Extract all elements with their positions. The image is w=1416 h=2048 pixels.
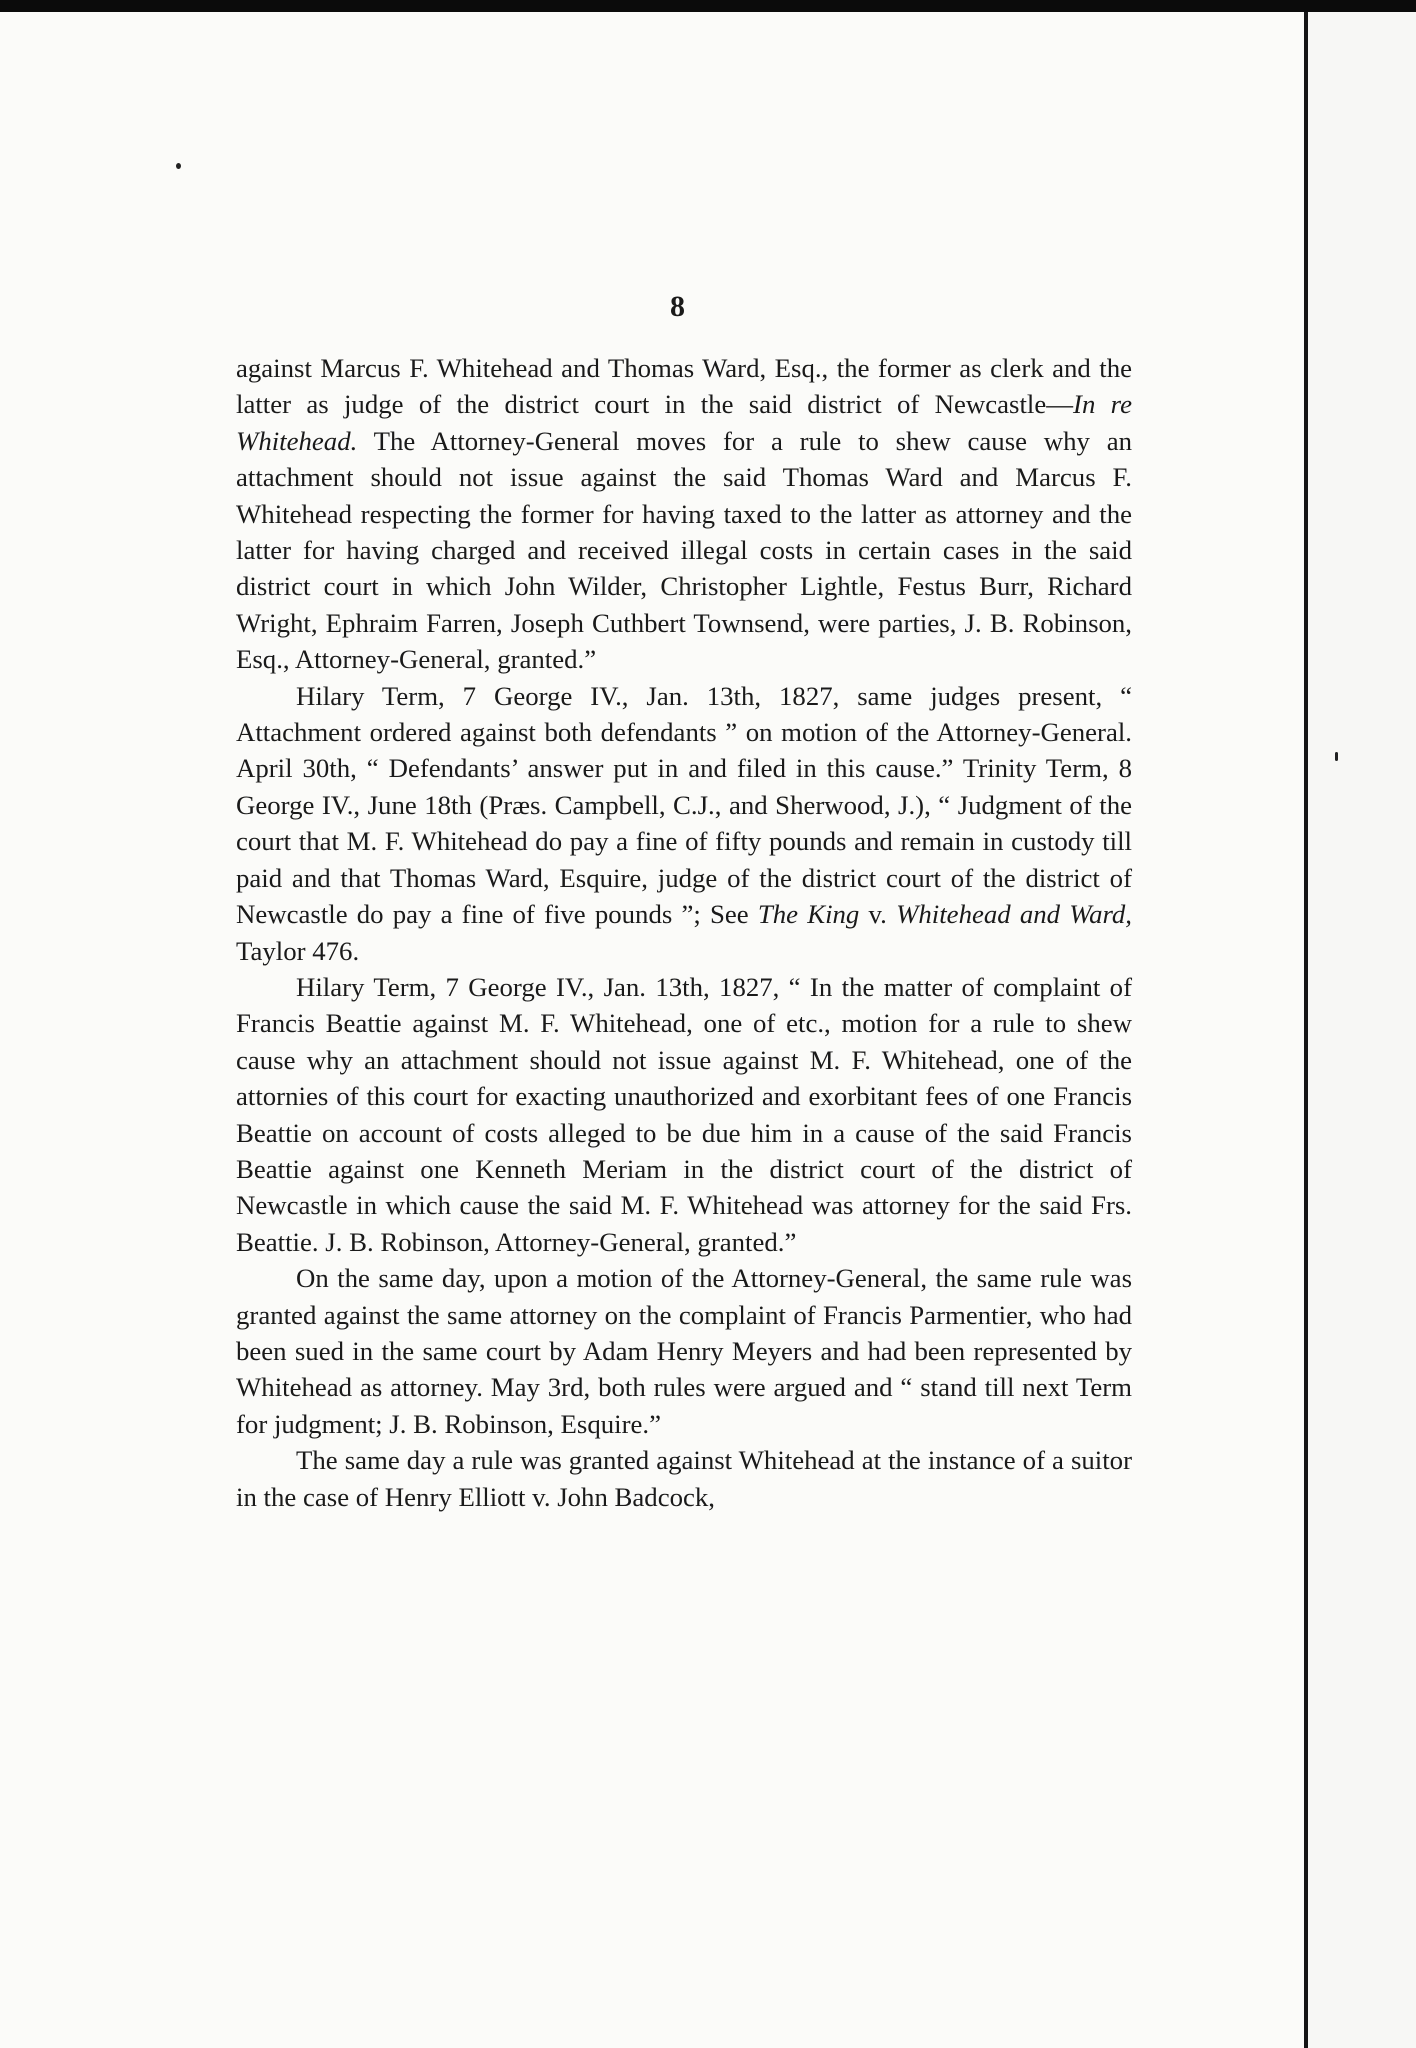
paragraph-text: v. [859, 899, 897, 930]
paragraph-text: On the same day, upon a motion of the Attorney-General, the same rule was granted against the same attorney on the complaint of Francis Parmentier, who had been sued in the same court by Adam Henry Meyers and had been represented by Whitehead as attorney. May 3rd, both rules were argued and “ stand till next Term for judgment; J. B. Robinson, Esquire.” [236, 1263, 1132, 1439]
paragraph-text: against Marcus F. Whitehead and Thomas Ward, Esq., the former as clerk and the latter as judge of the district court in the said district of Newcastle— [236, 353, 1132, 420]
page-number: 8 [670, 290, 686, 323]
paragraph-text: Taylor 476. [236, 935, 360, 966]
paragraph-text: Hilary Term, 7 George IV., Jan. 13th, 1827, same judges present, “ Attachment ordered against both defendants ” on motion of the Attorney-General. April 30th, “ Defendants’ answer put in and filed in this cause.” Trinity Term, 8 George IV., June 18th (Præs. Campbell, C.J., and Sherwood, J.), “ Judgment of the court that M. F. Whitehead do pay a fine of fifty pounds and remain in custody till paid and that Thomas Ward, Esquire, judge of the district court of the district of Newcastle do pay a fine of five pounds ”; See [236, 680, 1132, 930]
paragraph-text: The same day a rule was granted against Whitehead at the instance of a suitor in the case of Henry Elliott v. John Badcock, [236, 1445, 1132, 1512]
body-text [236, 350, 1132, 1515]
italic-citation: Whitehead and Ward, [896, 899, 1132, 930]
scan-top-border [0, 0, 1416, 12]
paragraph-text: The Attorney-General moves for a rule to shew cause why an attachment should not issue against the said Thomas Ward and Marcus F. Whitehead respecting the former for having taxed to the latter as attorney and the latter for having charged and received illegal costs in certain cases in the said district court in which John Wilder, Christopher Lightle, Festus Burr, Richard Wright, Ephraim Farren, Joseph Cuthbert Townsend, were parties, J. B. Robinson, Esq., Attorney-General, granted.” [236, 425, 1132, 675]
scan-speck [1335, 752, 1338, 761]
paragraph [236, 1260, 1132, 1442]
italic-citation: In re Whitehead. [236, 389, 1132, 456]
paragraph [236, 969, 1132, 1260]
italic-citation: The King [757, 899, 860, 930]
paragraph-text: Hilary Term, 7 George IV., Jan. 13th, 1827, “ In the matter of complaint of Francis Beattie against M. F. Whitehead, one of etc., motion for a rule to shew cause why an attachment should not issue against M. F. Whitehead, one of the attornies of this court for exacting unauthorized and exorbitant fees of one Francis Beattie on account of costs alleged to be due him in a cause of the said Francis Beattie against one Kenneth Meriam in the district court of the district of Newcastle in which cause the said M. F. Whitehead was attorney for the said Frs. Beattie. J. B. Robinson, Attorney-General, granted.” [236, 971, 1132, 1257]
paragraph [236, 350, 1132, 678]
paragraph [236, 678, 1132, 969]
paragraph [236, 1442, 1132, 1515]
scan-speck [176, 163, 181, 169]
